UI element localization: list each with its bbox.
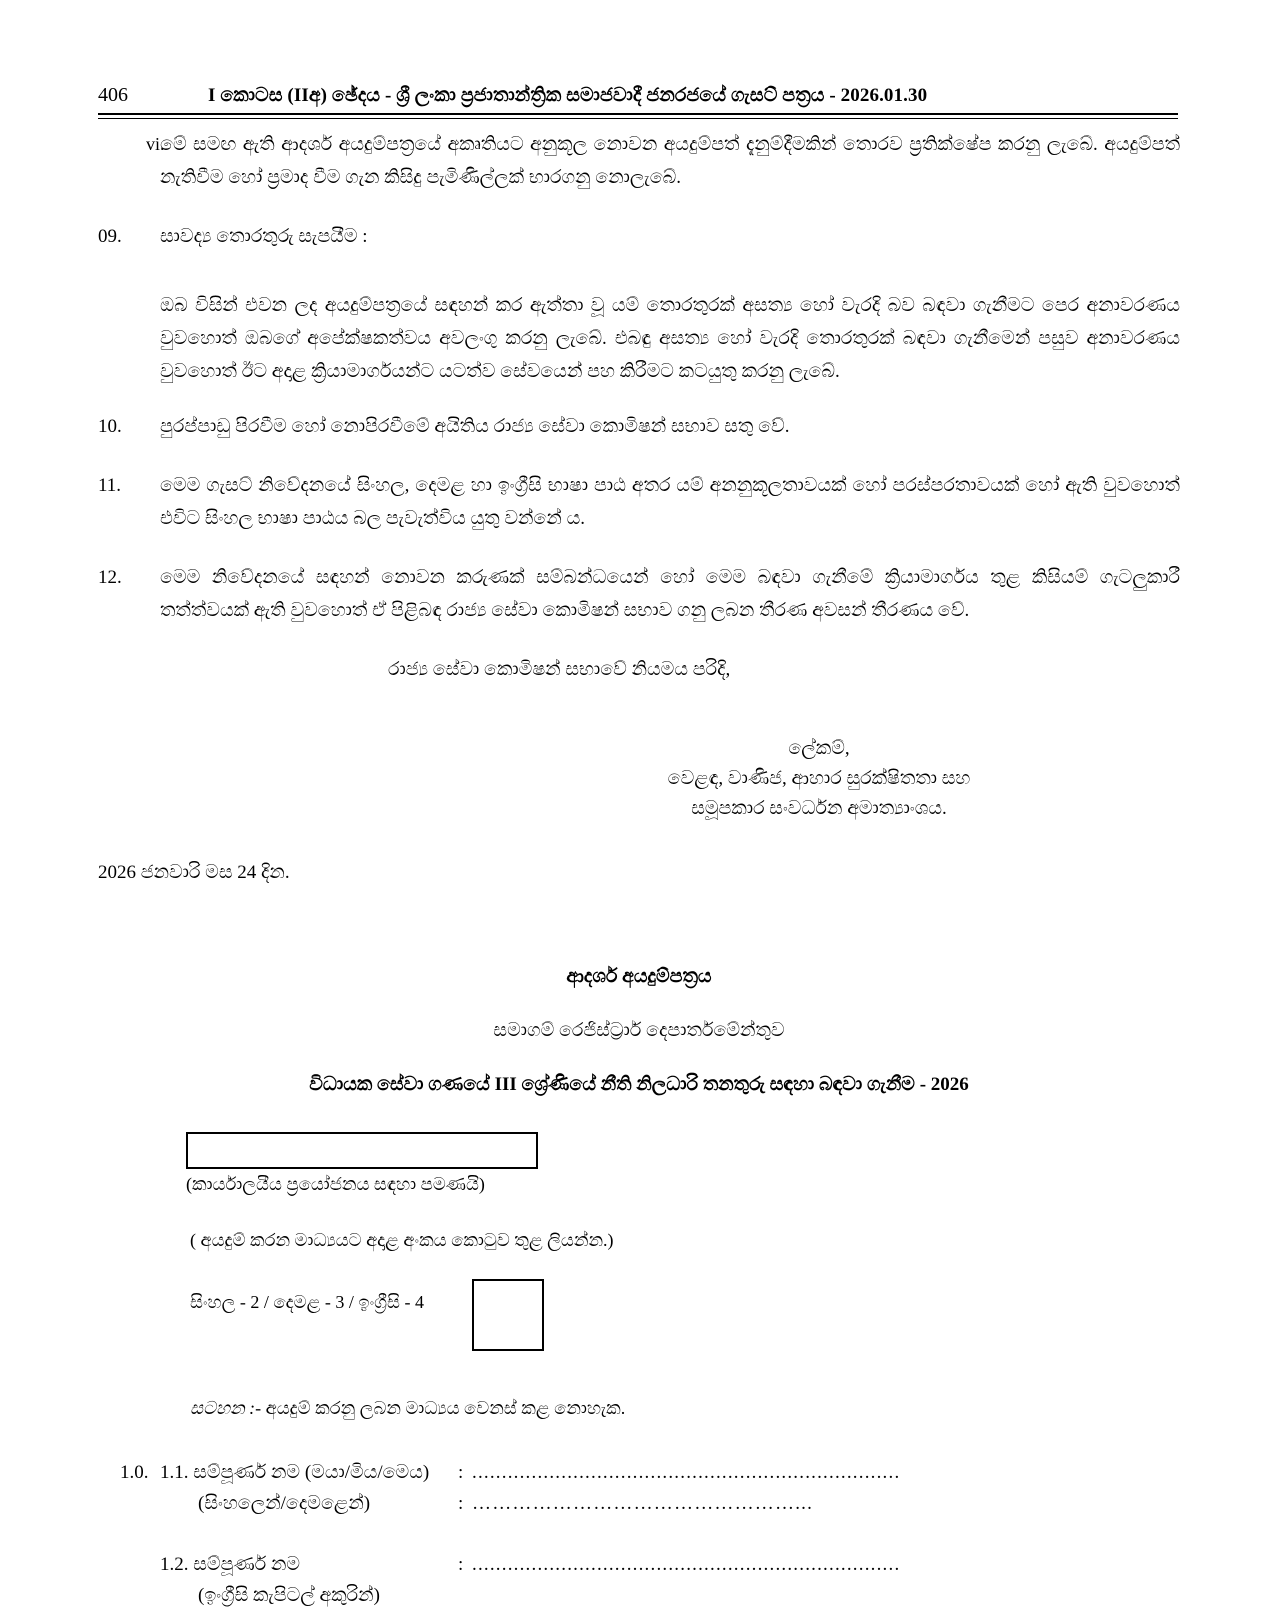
clause-11-number: 11. (98, 475, 122, 496)
issue-date: 2026 ජනවාරි මස 24 දින. (98, 862, 290, 883)
form-row-1-2-label (160, 1549, 458, 1580)
form-row-1-2-sublabel: (ඉංග්‍රීසි කැපිටල් අකුරින්) (198, 1585, 380, 1606)
clause-09-text: ඔබ විසින් එවන ලද අයදුම්පත්‍රයේ සඳහන් කර ඇත්තා වූ යම් තොරතුරක් අසත්‍ය හෝ වැරදි බව බඳවා ගැනීමට පෙර අනාවරණය වුවහොත් ඔබගේ අපේක්ෂකත්වය අවලංගු කරනු ලැබේ. එබඳු අසත්‍ය හෝ වැරදි තොරතුරක් බඳවා ගැනීමෙන් පසුව අනාවරණය වුවහොත් ඊට අදාළ ක්‍රියාමාර්ගයන්ට යටත්ව සේවයෙන් පහ කිරීමට කටයුතු කරනු ලැබේ. (160, 295, 1180, 382)
clause-09-heading: සාවද්‍ය තොරතුරු සැපයීම : (160, 226, 368, 247)
spacer (98, 686, 1180, 734)
ministry-line-1: වෙළඳ, වාණිජ, ආහාර සුරක්ෂිතතා සහ (667, 768, 971, 789)
clause-12-number: 12. (98, 567, 122, 588)
clause-10 (98, 410, 1180, 443)
clause-09-number: 09. (98, 226, 122, 247)
spacer (98, 267, 1180, 289)
specimen-title: ආදර්ශ අයදුම්පත්‍රය (566, 966, 712, 987)
clause-12-text: මෙම නිවේදනයේ සඳහන් නොවන කරුණක් සම්බන්ධයෙන් හෝ මෙම බඳවා ගැනීමේ ක්‍රියාමාර්ගය තුළ කිසියම් ගැටලුකාරී තත්ත්වයක් ඇති වුවහොත් ඒ පිළිබඳ රාජ්‍ය සේවා කොමිෂන් සභාව ගනු ලබන තීරණ අවසන් තීරණය වේ. (160, 567, 1180, 621)
form-row-1-1-sub (98, 1488, 1180, 1519)
page-header (98, 84, 1178, 107)
form-row-1-2-text: සම්පූර්ණ නම (193, 1554, 301, 1575)
form-section-number: 1.0. (120, 1462, 149, 1483)
header-divider-thick (98, 113, 1178, 115)
clause-09-heading-row (98, 220, 1180, 253)
signature-block (518, 734, 1120, 824)
spacer (98, 641, 1180, 653)
language-selection-row (190, 1279, 1180, 1351)
clause-11-text: මෙම ගැසට් නිවේදනයේ සිංහල, දෙමළ හා ඉංග්‍රීසි භාෂා පාඨ අතර යම් අනනුකූලතාවයක් හෝ පරස්පරතාවයක් හෝ ඇති වුවහොත් එවිට සිංහල භාෂා පාඨය බල පැවැත්විය යුතු වන්නේ ය. (160, 475, 1180, 529)
form-row-1-1-sub-input-line[interactable]: …………………………………………... (472, 1493, 814, 1514)
spacer (98, 1351, 1180, 1393)
office-use-caption: (කාර්යාලයීය ප්‍රයෝජනය සඳහා පමණයි) (186, 1174, 485, 1194)
spacer (98, 549, 1180, 561)
clause-vi-number: vi. (146, 134, 165, 154)
medium-instruction: ( අයදුම් කරන මාධ්‍යයට අදාළ අංකය කොටුව තුළ ලියන්න.) (190, 1230, 614, 1250)
spacer (98, 824, 1180, 858)
note-text: අයදුම් කරනු ලබන මාධ්‍යය වෙනස් කළ නොහැක. (261, 1398, 626, 1418)
gazette-header-title: I කොටස (IIඅ) ඡේදය - ශ්‍රී ලංකා ප්‍රජාතාන්ත්‍රික සමාජවාදී ජනරජයේ ගැසට් පත්‍රය - 2026.01.30 (208, 85, 928, 106)
form-row-1-2-input-line[interactable]: ........................................................................ (472, 1554, 901, 1575)
spacer (98, 457, 1180, 469)
page-number: 406 (98, 84, 128, 106)
form-row-1-1-input-line[interactable]: ........................................................................ (472, 1462, 901, 1483)
clause-vi-text: මේ සමඟ ඇති ආදර්ශ අයදුම්පත්‍රයේ අකෘතියට අනුකූල නොවන අයදුම්පත් දැනුම්දීමකින් තොරව ප්‍රතික්ෂේප කරනු ලැබේ. අයදුම්පත් නැතිවීම හෝ ප්‍රමාද වීම ගැන කිසිදු පැමිණිල්ලක් භාරගනු නොලැබේ. (160, 134, 1180, 188)
ministry-line-2: සමූපකාර සංවර්ධන අමාත්‍යාංශය. (691, 798, 947, 819)
form-row-1-1-sub-colon: : (458, 1493, 464, 1514)
spacer (98, 208, 1180, 220)
document-body (98, 128, 1180, 1611)
spacer (98, 1255, 1180, 1279)
form-row-1-1-number: 1.1. (160, 1462, 189, 1483)
form-row-1-2-colon: : (458, 1554, 464, 1575)
specimen-post-title: විධායක සේවා ගණයේ III ශ්‍රේණියේ නීති නිලධාරි තනතුරු සඳහා බඳවා ගැනීම - 2026 (309, 1074, 969, 1095)
clause-vi (98, 128, 1180, 194)
clause-10-text: පුරප්පාඩු පිරවීම හෝ නොපිරවීමේ අයිතිය රාජ්‍ය සේවා කොමිෂන් සභාව සතු වේ. (160, 416, 790, 437)
commission-order-line: රාජ්‍ය සේවා කොමිෂන් සභාවේ නියමය පරිදි, (388, 659, 731, 680)
spacer (98, 1100, 1180, 1132)
office-use-box[interactable] (186, 1132, 538, 1169)
form-row-1-1-colon: : (458, 1462, 464, 1483)
form-row-1-2-sub (98, 1580, 1180, 1611)
language-options-label: සිංහල - 2 / දෙමළ - 3 / ඉංග්‍රීසි - 4 (190, 1292, 424, 1312)
form-row-1-2-number: 1.2. (160, 1554, 189, 1575)
language-code-box[interactable] (472, 1279, 544, 1351)
form-row-1-1-sublabel: (සිංහලෙන්/දෙමළෙන්) (198, 1493, 371, 1514)
form-row-1-1 (98, 1457, 1180, 1488)
spacer (98, 388, 1180, 410)
spacer (98, 1046, 1180, 1070)
spacer (98, 1199, 1180, 1225)
form-row-1-1-label (160, 1457, 458, 1488)
medium-change-note (190, 1393, 1180, 1423)
specimen-department: සමාගම් රෙජිස්ට්‍රාර් දෙපාර්තමේන්තුව (493, 1020, 785, 1041)
clause-12 (98, 561, 1180, 627)
note-label: සටහන :- (190, 1398, 262, 1418)
signatory-title: ලේකම්, (788, 738, 850, 759)
application-form-fields (98, 1457, 1180, 1611)
spacer (98, 1519, 1180, 1549)
form-row-1-1-text: සම්පූර්ණ නම (මයා/මිය/මෙය) (193, 1462, 430, 1483)
spacer (98, 888, 1180, 962)
clause-10-number: 10. (98, 416, 122, 437)
header-divider-thin (98, 118, 1178, 119)
form-row-1-2 (98, 1549, 1180, 1580)
clause-11 (98, 469, 1180, 535)
spacer (98, 992, 1180, 1016)
